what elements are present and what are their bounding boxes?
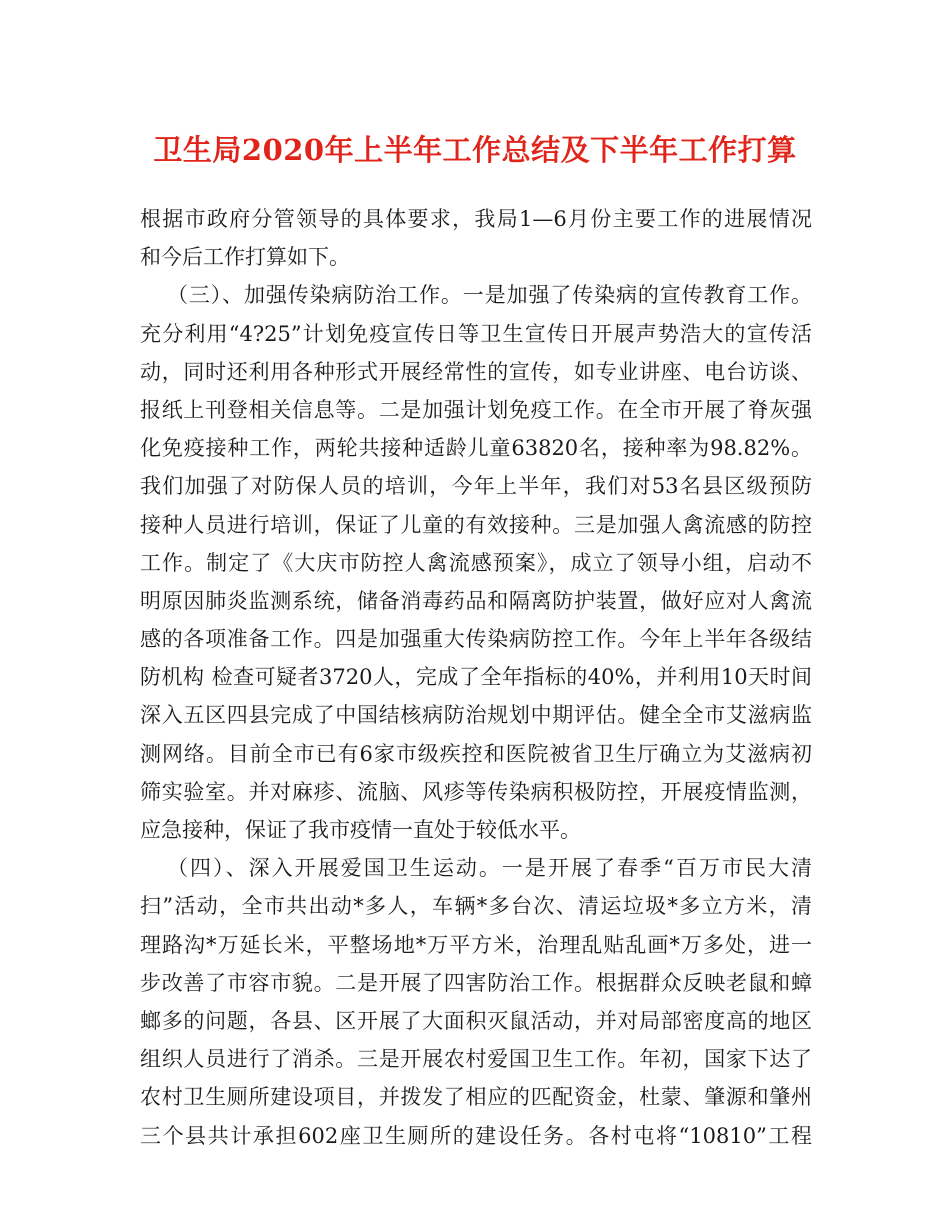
body-line: 测网络。目前全市已有6家市级疾控和医院被省卫生厅确立为艾滋病初	[140, 741, 812, 766]
paragraph-start-line: （四）、深入开展爱国卫生运动。一是开展了春季“百万市民大清	[167, 856, 812, 881]
body-line: 组织人员进行了消杀。三是开展农村爱国卫生工作。年初，国家下达了	[140, 1047, 812, 1072]
body-line: 工作。制定了《大庆市防控人禽流感预案》，成立了领导小组，启动不	[140, 550, 812, 575]
body-line: 螂多的问题，各县、区开展了大面积灭鼠活动，并对局部密度高的地区	[140, 1008, 812, 1033]
body-line: 感的各项准备工作。四是加强重大传染病防控工作。今年上半年各级结	[140, 627, 812, 652]
body-line: 充分利用“4?25”计划免疫宣传日等卫生宣传日开展声势浩大的宣传活	[140, 321, 812, 346]
paragraph-start-line: （三）、加强传染病防治工作。一是加强了传染病的宣传教育工作。	[167, 283, 812, 308]
body-line: 防机构 检查可疑者3720人，完成了全年指标的40%，并利用10天时间	[140, 665, 812, 690]
body-line: 筛实验室。并对麻疹、流脑、风疹等传染病积极防控，开展疫情监测，	[140, 779, 812, 804]
body-line: 深入五区四县完成了中国结核病防治规划中期评估。健全全市艾滋病监	[140, 703, 812, 728]
body-line: 三个县共计承担602座卫生厕所的建设任务。各村屯将“10810”工程	[140, 1123, 812, 1148]
body-line: 应急接种，保证了我市疫情一直处于较低水平。	[140, 818, 581, 842]
body-line: 化免疫接种工作，两轮共接种适龄儿童63820名，接种率为98.82%。	[140, 436, 812, 461]
body-line: 根据市政府分管领导的具体要求，我局1—6月份主要工作的进展情况	[140, 207, 812, 231]
body-line: 报纸上刊登相关信息等。二是加强计划免疫工作。在全市开展了脊灰强	[140, 397, 812, 422]
body-line: 步改善了市容市貌。二是开展了四害防治工作。根据群众反映老鼠和蟑	[140, 970, 812, 995]
body-line: 接种人员进行培训，保证了儿童的有效接种。三是加强人禽流感的防控	[140, 512, 812, 537]
body-line: 农村卫生厕所建设项目，并拨发了相应的匹配资金，杜蒙、肇源和肇州	[140, 1085, 812, 1110]
document-title: 卫生局2020年上半年工作总结及下半年工作打算	[153, 133, 797, 167]
body-line: 扫”活动，全市共出动*多人，车辆*多台次、清运垃圾*多立方米，清	[140, 894, 812, 919]
body-line: 我们加强了对防保人员的培训，今年上半年，我们对53名县区级预防	[140, 474, 812, 499]
document-body	[140, 200, 812, 1155]
body-line: 动，同时还利用各种形式开展经常性的宣传，如专业讲座、电台访谈、	[140, 359, 812, 384]
body-line: 理路沟*万延长米，平整场地*万平方米，治理乱贴乱画*万多处，进一	[140, 932, 812, 957]
body-line: 明原因肺炎监测系统，储备消毒药品和隔离防护装置，做好应对人禽流	[140, 588, 812, 613]
body-line: 和今后工作打算如下。	[140, 245, 350, 270]
